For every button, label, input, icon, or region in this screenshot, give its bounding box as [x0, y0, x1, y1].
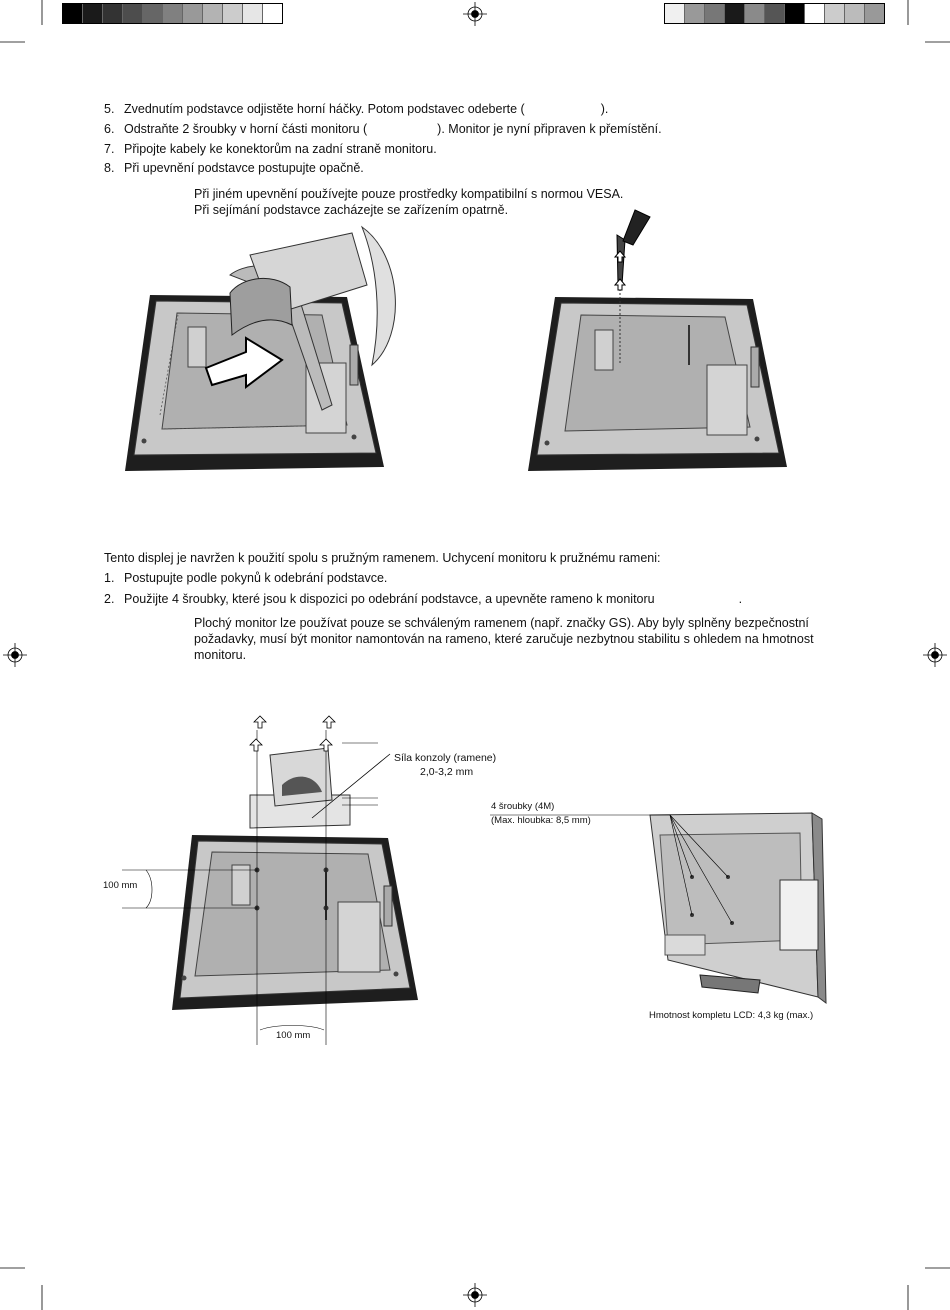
note-b-line-3: monitoru.: [194, 648, 247, 662]
registration-mark-top: [463, 2, 487, 26]
illustration-screw-removal: [525, 205, 795, 475]
intro-b: Tento displej je navržen k použití spolu s pružným ramenem. Uchycení monitoru k pružnému rameni:: [104, 551, 661, 565]
note-a-line-1: Při jiném upevnění používejte pouze prostředky kompatibilní s normou VESA.: [194, 187, 624, 201]
step-8: 8. Při upevnění podstavce postupujte opačně.: [104, 161, 364, 175]
label-arm-thickness-1: Síla konzoly (ramene): [394, 752, 497, 764]
registration-mark-right: [923, 643, 947, 667]
label-dim-vertical: 100 mm: [103, 880, 138, 891]
step-6: 6. Odstraňte 2 šroubky v horní části monitoru ( ). Monitor je nyní připraven k přemístění.: [104, 122, 662, 136]
registration-mark-bottom: [463, 1283, 487, 1307]
note-b-line-1: Plochý monitor lze používat pouze se schváleným ramenem (např. značky GS). Aby byly splněny bezpečnostní: [194, 616, 809, 630]
label-weight: Hmotnost kompletu LCD: 4,3 kg (max.): [649, 1010, 814, 1021]
illustration-screw-positions: [640, 805, 840, 1005]
note-a-line-2: Při sejímání podstavce zacházejte se zařízením opatrně.: [194, 203, 509, 217]
label-arm-thickness-2: 2,0-3,2 mm: [420, 766, 474, 778]
step-5: 5. Zvednutím podstavce odjistěte horní háčky. Potom podstavec odeberte ( ).: [104, 102, 609, 116]
label-screws-2: (Max. hloubka: 8,5 mm): [491, 815, 591, 826]
label-dim-horizontal: 100 mm: [276, 1030, 311, 1041]
step-b-2: 2. Použijte 4 šroubky, které jsou k dispozici po odebrání podstavce, a upevněte rameno k monitoru .: [104, 592, 743, 606]
step-b-1: 1. Postupujte podle pokynů k odebrání podstavce.: [104, 571, 388, 585]
label-screws-1: 4 šroubky (4M): [491, 801, 555, 812]
illustration-arm-mount: [100, 710, 430, 1050]
registration-mark-left: [3, 643, 27, 667]
note-b-line-2: požadavky, musí být monitor namontován na rameno, které zaručuje nezbytnou stabilitu s ohledem na hmotnost: [194, 632, 814, 646]
step-7: 7. Připojte kabely ke konektorům na zadní straně monitoru.: [104, 142, 437, 156]
illustration-stand-removal: [122, 215, 392, 475]
